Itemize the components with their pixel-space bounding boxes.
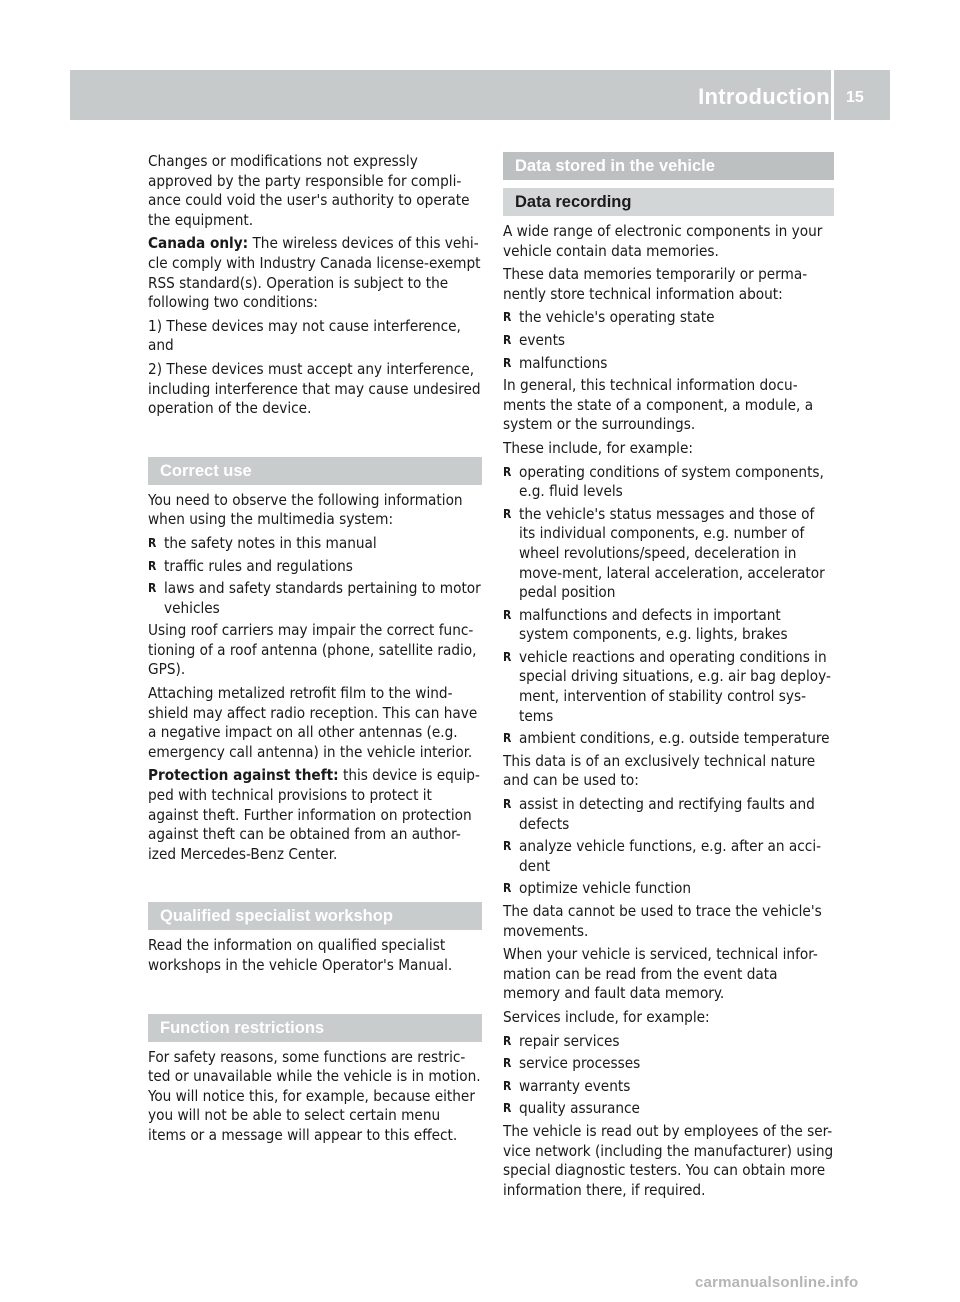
paragraph: Attaching metalized retrofit film to the wind-shield may affect radio reception. This can have a negative impact on all other antennas (e.g. emergency call antenna) in the vehicle interior. (148, 684, 478, 761)
list-item: R the vehicle's status messages and those of its individual components, e.g. number of wheel revolutions/speed, deceleration in move-ment, lateral acceleration, accelerator pedal position (503, 504, 825, 602)
bullet-icon: R (503, 607, 512, 622)
theft-label: Protection against theft: (148, 766, 339, 785)
paragraph: Using roof carriers may impair the correct func-tioning of a roof antenna (phone, satellite radio, GPS). (148, 621, 477, 679)
paragraph: When your vehicle is serviced, technical infor-mation can be read from the event data memory and fault data memory. (503, 945, 818, 1003)
bullet-icon: R (148, 558, 157, 573)
list-item: R optimize vehicle function (503, 879, 692, 898)
bullet-list (503, 1032, 834, 1119)
list-item: R traffic rules and regulations (148, 556, 353, 575)
canada-label: Canada only: (148, 234, 249, 253)
paragraph: 2) These devices must accept any interference, including interference that may cause undesired operation of the device. (148, 359, 481, 418)
bullet-icon: R (148, 581, 157, 596)
bullet-icon: R (503, 1101, 512, 1116)
list-item: R the vehicle's operating state (503, 308, 715, 327)
theft-text: this device is equip-ped with technical provisions to protect it against theft. Further information on protection against theft can be obtained from an author-ized Mercedes-Benz Center. (148, 766, 480, 863)
bullet-icon: R (503, 649, 512, 664)
list-item: R malfunctions (503, 353, 608, 372)
bullet-list (148, 534, 482, 618)
list-item: R events (503, 330, 566, 349)
watermark: carmanualsonline.info (695, 1274, 859, 1291)
bullet-icon: R (503, 310, 512, 325)
list-item: R ambient conditions, e.g. outside temperature (503, 729, 830, 748)
list-item: R operating conditions of system components, e.g. fluid levels (503, 462, 824, 501)
list-item: R warranty events (503, 1076, 631, 1095)
list-item: R vehicle reactions and operating conditions in special driving situations, e.g. air bag deploy-ment, intervention of stability control sys-tems (503, 647, 831, 725)
bullet-icon: R (503, 355, 512, 370)
bullet-list (503, 463, 834, 749)
bullet-icon: R (503, 464, 512, 479)
canada-text: The wireless devices of this vehi-cle comply with Industry Canada license-exempt RSS standard(s). Operation is subject to the following two conditions: (148, 234, 481, 312)
paragraph: 1) These devices may not cause interference, and (148, 316, 461, 355)
bullet-icon: R (503, 881, 512, 896)
paragraph (148, 234, 482, 312)
paragraph (148, 766, 482, 864)
bullet-icon: R (503, 1078, 512, 1093)
section-heading-correct-use: Correct use (148, 457, 482, 485)
paragraph: This data is of an exclusively technical nature and can be used to: (503, 751, 816, 790)
list-item: R laws and safety standards pertaining to motor vehicles (148, 579, 481, 617)
paragraph: These data memories temporarily or perma-nently store technical information about: (503, 265, 808, 303)
header-divider (831, 70, 834, 120)
left-column (148, 152, 482, 1150)
paragraph: Read the information on qualified specialist workshops in the vehicle Operator's Manual. (148, 936, 453, 974)
paragraph: These include, for example: (503, 438, 693, 457)
list-item: R analyze vehicle functions, e.g. after an acci-dent (503, 837, 822, 875)
bullet-icon: R (503, 506, 512, 521)
right-column (503, 152, 834, 1204)
bullet-icon: R (503, 332, 512, 347)
list-item: R malfunctions and defects in important system components, e.g. lights, brakes (503, 605, 788, 644)
bullet-icon: R (148, 535, 157, 550)
bullet-icon: R (503, 1056, 512, 1071)
bullet-icon: R (503, 839, 512, 854)
list-item: R repair services (503, 1031, 620, 1050)
bullet-icon: R (503, 1033, 512, 1048)
paragraph: Services include, for example: (503, 1007, 710, 1026)
section-heading-data-stored: Data stored in the vehicle (503, 152, 834, 180)
paragraph: You need to observe the following information when using the multimedia system: (148, 490, 463, 529)
bullet-list (503, 308, 834, 373)
bullet-icon: R (503, 797, 512, 812)
paragraph: For safety reasons, some functions are restric-ted or unavailable while the vehicle is in motion. You will notice this, for example, because either you will not be able to select certain menu items or a message will appear to this effect. (148, 1047, 481, 1144)
chapter-title: Introduction (698, 84, 830, 109)
list-item: R assist in detecting and rectifying faults and defects (503, 795, 815, 833)
bullet-list (503, 795, 834, 899)
paragraph: In general, this technical information docu-ments the state of a component, a module, a system or the surroundings. (503, 376, 814, 434)
list-item: R service processes (503, 1054, 641, 1073)
paragraph: The data cannot be used to trace the vehicle's movements. (503, 902, 822, 940)
page-number: 15 (846, 89, 864, 106)
bullet-icon: R (503, 731, 512, 746)
list-item: R quality assurance (503, 1099, 640, 1118)
paragraph: Changes or modifications not expressly approved by the party responsible for compli-ance could void the user's authority to operate the equipment. (148, 152, 470, 229)
paragraph: The vehicle is read out by employees of the ser-vice network (including the manufacturer) using special diagnostic testers. You can obtain more information there, if required. (503, 1121, 834, 1199)
paragraph: A wide range of electronic components in your vehicle contain data memories. (503, 222, 823, 260)
section-heading-restrictions: Function restrictions (148, 1014, 482, 1042)
subsection-heading-data-recording: Data recording (503, 188, 834, 216)
list-item: R the safety notes in this manual (148, 533, 377, 552)
section-heading-workshop: Qualified specialist workshop (148, 902, 482, 930)
